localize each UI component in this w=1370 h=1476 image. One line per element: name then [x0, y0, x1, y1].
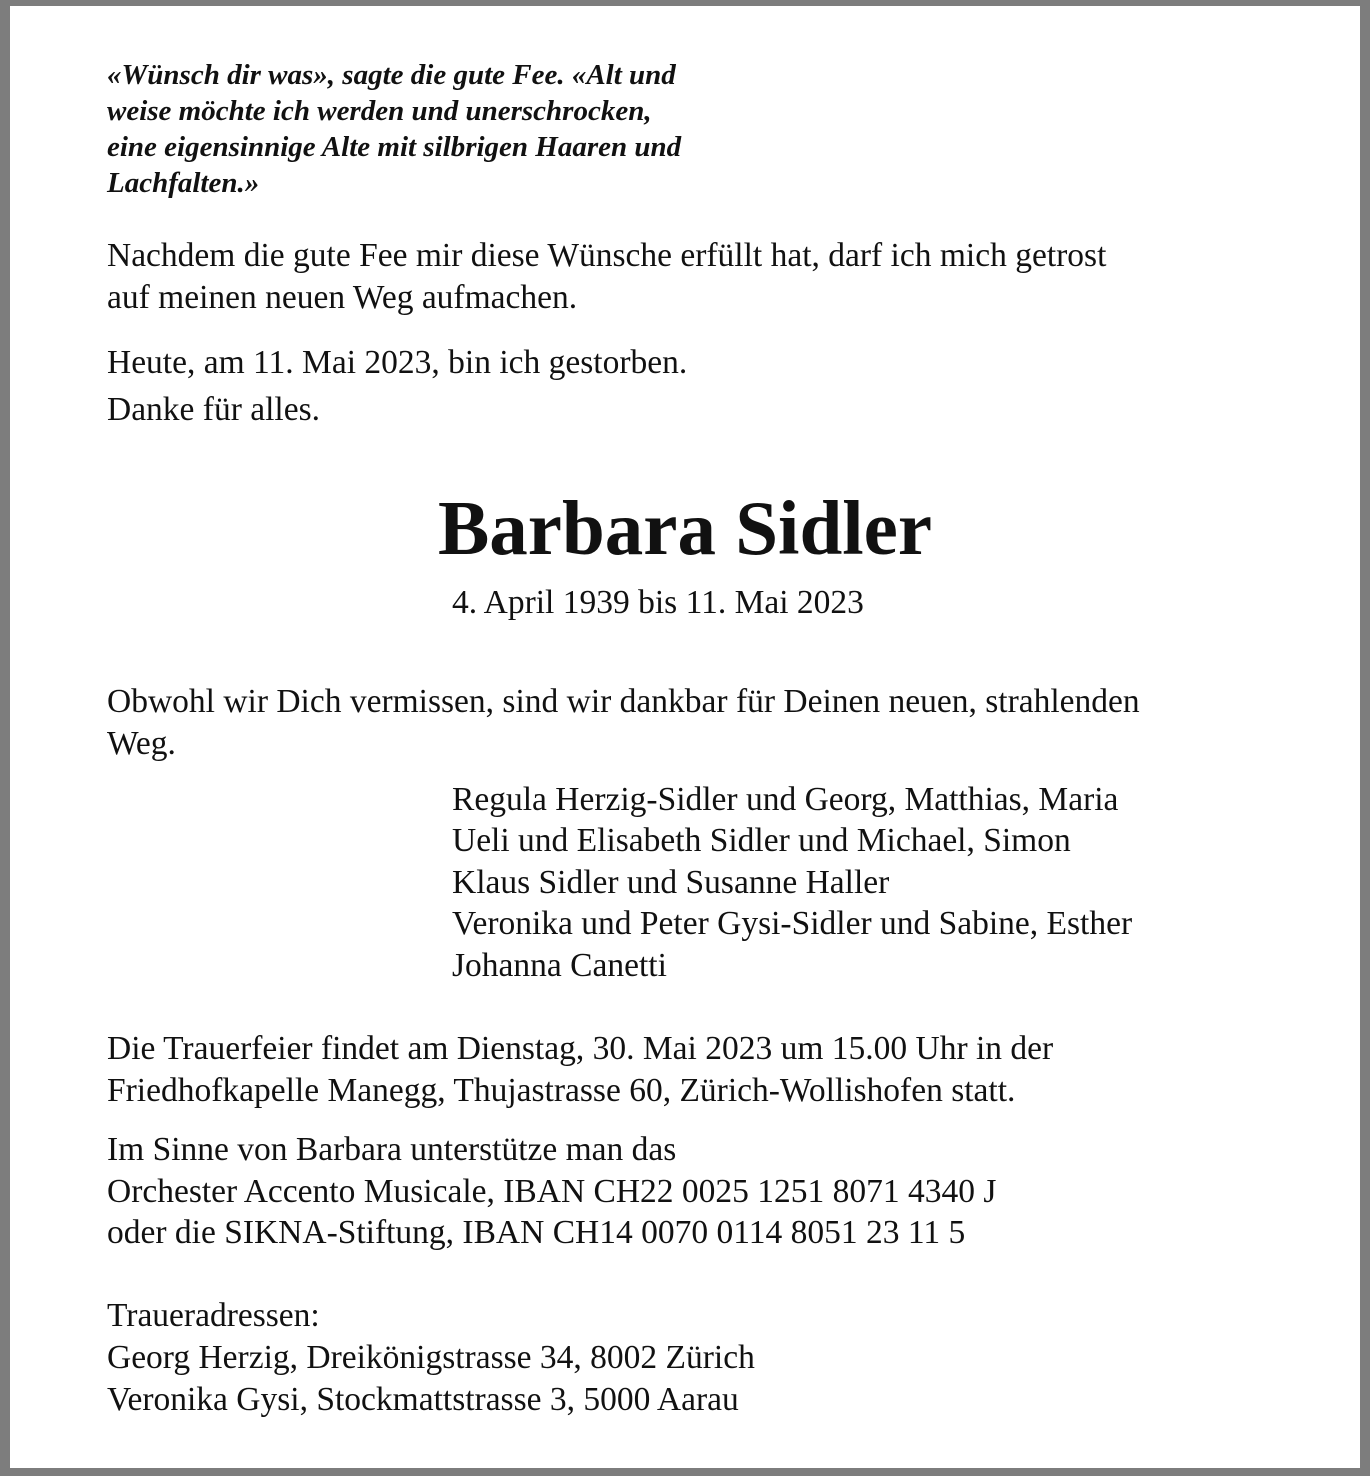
quote-line: Lachfalten.» — [107, 167, 260, 199]
donation-line: Im Sinne von Barbara unterstütze man das — [107, 1131, 677, 1168]
donation-line: Orchester Accento Musicale, IBAN CH22 0025 1251 8071 4340 J — [107, 1173, 997, 1210]
tribute-line: Obwohl wir Dich vermissen, sind wir dankbar für Deinen neuen, strahlenden — [107, 683, 1140, 720]
death-statement-line: Danke für alles. — [107, 391, 321, 428]
quote-line: «Wünsch dir was», sagte die gute Fee. «Alt und — [107, 59, 676, 91]
tribute-line: Weg. — [107, 725, 176, 762]
addresses-heading: Traueradressen: — [107, 1297, 320, 1334]
ceremony-line: Friedhofkapelle Manegg, Thujastrasse 60, Zürich-Wollishofen statt. — [107, 1072, 1016, 1109]
donation-line: oder die SIKNA-Stiftung, IBAN CH14 0070 0114 8051 23 11 5 — [107, 1214, 966, 1251]
mourner-entry: Regula Herzig-Sidler und Georg, Matthias, Maria — [452, 781, 1119, 818]
quote-line: weise möchte ich werden und unerschrocken, — [107, 95, 652, 127]
mourner-entry: Ueli und Elisabeth Sidler und Michael, Simon — [452, 822, 1071, 859]
mourner-entry: Veronika und Peter Gysi-Sidler und Sabine, Esther — [452, 905, 1133, 942]
quote-line: eine eigensinnige Alte mit silbrigen Haaren und — [107, 131, 682, 163]
mourner-entry: Johanna Canetti — [452, 947, 667, 984]
address-line: Georg Herzig, Dreikönigstrasse 34, 8002 Zürich — [107, 1339, 755, 1376]
deceased-name: Barbara Sidler — [437, 485, 933, 571]
life-dates: 4. April 1939 bis 11. Mai 2023 — [452, 584, 864, 621]
death-statement-line: Heute, am 11. Mai 2023, bin ich gestorben. — [107, 344, 688, 381]
intro-line: auf meinen neuen Weg aufmachen. — [107, 279, 578, 316]
ceremony-line: Die Trauerfeier findet am Dienstag, 30. Mai 2023 um 15.00 Uhr in der — [107, 1030, 1054, 1067]
address-line: Veronika Gysi, Stockmattstrasse 3, 5000 Aarau — [107, 1381, 739, 1418]
intro-line: Nachdem die gute Fee mir diese Wünsche erfüllt hat, darf ich mich getrost — [107, 237, 1107, 274]
mourner-entry: Klaus Sidler und Susanne Haller — [452, 864, 890, 901]
